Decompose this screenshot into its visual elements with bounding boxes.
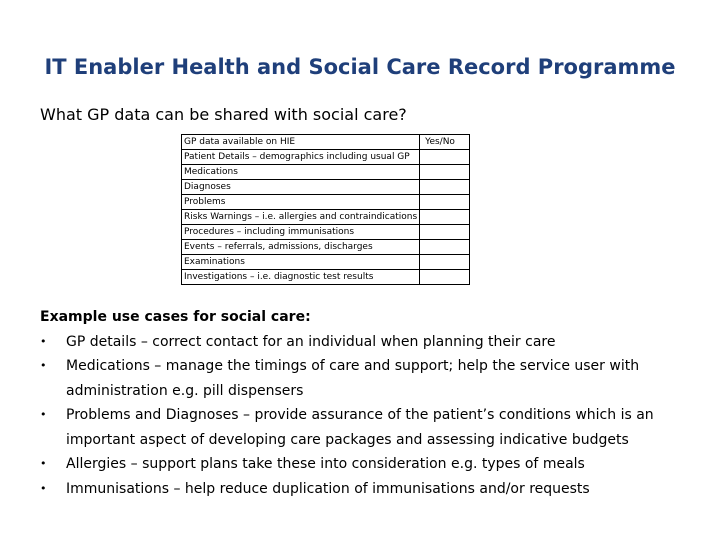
question-heading: What GP data can be shared with social care? bbox=[40, 105, 407, 124]
header-yes-no: Yes/No bbox=[420, 135, 470, 150]
list-item-text: Allergies – support plans take these into consideration e.g. types of meals bbox=[66, 456, 585, 472]
table-row bbox=[182, 180, 470, 195]
list-item bbox=[40, 354, 700, 403]
slide-title: IT Enabler Health and Social Care Record Programme bbox=[44, 55, 676, 79]
bullet-icon: • bbox=[40, 334, 47, 348]
table-cell-yes-no bbox=[420, 195, 470, 210]
table-row bbox=[182, 210, 470, 225]
table-cell-data-item: Medications bbox=[182, 165, 420, 180]
table-cell-data-item: Events – referrals, admissions, discharges bbox=[182, 240, 420, 255]
table-row bbox=[182, 225, 470, 240]
list-item bbox=[40, 330, 700, 355]
table-cell-data-item: Investigations – i.e. diagnostic test results bbox=[182, 270, 420, 285]
gp-data-table bbox=[181, 134, 470, 285]
table-cell-data-item: Diagnoses bbox=[182, 180, 420, 195]
table-cell-data-item: Problems bbox=[182, 195, 420, 210]
list-item-text: Immunisations – help reduce duplication of immunisations and/or requests bbox=[66, 480, 590, 497]
bullet-icon: • bbox=[40, 481, 47, 495]
table-cell-data-item: Patient Details – demographics including usual GP bbox=[182, 150, 420, 165]
table-header-row bbox=[182, 135, 470, 150]
list-item bbox=[40, 403, 700, 452]
table-row bbox=[182, 195, 470, 210]
table-row bbox=[182, 240, 470, 255]
table-cell-yes-no bbox=[420, 255, 470, 270]
table-row bbox=[182, 150, 470, 165]
table-row bbox=[182, 165, 470, 180]
table-row bbox=[182, 255, 470, 270]
table-cell-yes-no bbox=[420, 240, 470, 255]
table-cell-yes-no bbox=[420, 225, 470, 240]
use-cases-section bbox=[40, 305, 700, 501]
table-cell-data-item: Procedures – including immunisations bbox=[182, 225, 420, 240]
use-cases-heading: Example use cases for social care: bbox=[40, 309, 311, 325]
table-row bbox=[182, 270, 470, 285]
table-cell-yes-no bbox=[420, 150, 470, 165]
list-item-text: Problems and Diagnoses – provide assurance of the patient’s conditions which is an important aspect of developing care packages and assessing indicative budgets bbox=[66, 407, 654, 448]
bullet-icon: • bbox=[40, 359, 47, 372]
list-item bbox=[40, 452, 700, 477]
table-cell-yes-no bbox=[420, 270, 470, 285]
bullet-icon: • bbox=[40, 408, 47, 421]
bullet-icon: • bbox=[40, 457, 47, 470]
table-cell-yes-no bbox=[420, 210, 470, 225]
list-item-text: GP details – correct contact for an individual when planning their care bbox=[66, 333, 556, 350]
table-cell-yes-no bbox=[420, 165, 470, 180]
list-item-text: Medications – manage the timings of care and support; help the service user with administration e.g. pill dispensers bbox=[66, 358, 640, 399]
table-cell-data-item: Risks Warnings – i.e. allergies and contraindications bbox=[182, 210, 420, 225]
list-item bbox=[40, 477, 700, 502]
header-gp-data: GP data available on HIE bbox=[182, 135, 420, 150]
use-cases-list bbox=[40, 330, 700, 502]
table-cell-data-item: Examinations bbox=[182, 255, 420, 270]
table-cell-yes-no bbox=[420, 180, 470, 195]
